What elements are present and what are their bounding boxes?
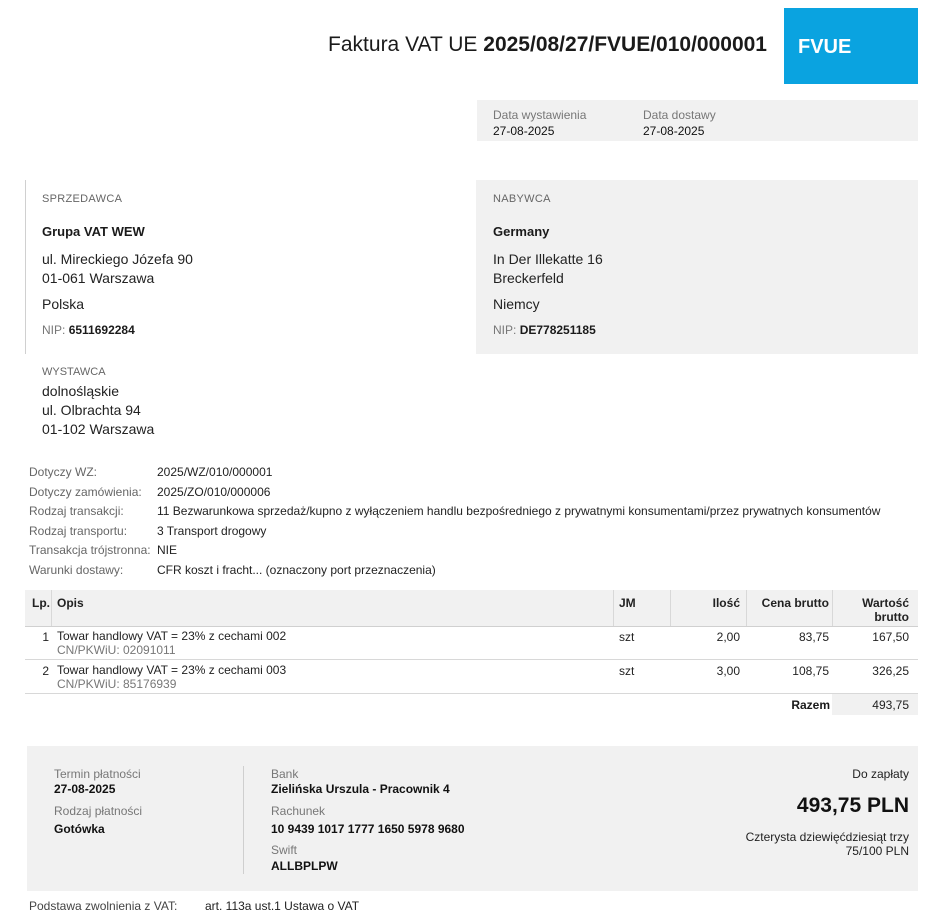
delivery-date-label: Data dostawy: [643, 108, 716, 122]
amount-in-words: [709, 830, 909, 858]
detail-value-triangular: NIE: [157, 543, 178, 557]
issuer-line-1: dolnośląskie: [42, 383, 120, 399]
issuer-line-2: ul. Olbrachta 94: [42, 402, 141, 418]
payment-method-label: Rodzaj płatności: [54, 804, 143, 818]
buyer-name: Germany: [493, 224, 550, 239]
buyer-street: In Der Illekatte 16: [493, 251, 603, 267]
invoice-title-prefix: Faktura VAT UE: [328, 33, 484, 56]
col-unit: JM: [619, 596, 636, 610]
detail-label-transaction: Rodzaj transakcji:: [29, 504, 124, 518]
row-divider: [25, 659, 918, 660]
detail-label-transport: Rodzaj transportu:: [29, 524, 128, 538]
bank-label: Bank: [271, 767, 299, 781]
amount-in-words-line1: Czterysta dziewięćdziesiąt trzy: [745, 830, 909, 844]
row-2-unit: szt: [619, 664, 635, 678]
seller-name: Grupa VAT WEW: [42, 224, 145, 239]
detail-label-triangular: Transakcja trójstronna:: [29, 543, 151, 557]
col-divider: [832, 590, 833, 626]
delivery-date-value: 27-08-2025: [643, 124, 705, 138]
row-1-lp: 1: [42, 630, 49, 644]
invoice-type-badge: FVUE: [784, 8, 918, 84]
col-divider: [746, 590, 747, 626]
col-qty: Ilość: [712, 596, 740, 610]
account-value: 10 9439 1017 1777 1650 5978 9680: [271, 822, 465, 836]
swift-label: Swift: [271, 843, 298, 857]
seller-street: ul. Mireckiego Józefa 90: [42, 251, 193, 267]
detail-label-delivery-terms: Warunki dostawy:: [29, 563, 124, 577]
col-value-line1: Wartość: [862, 596, 909, 610]
col-desc: Opis: [57, 596, 84, 610]
vat-exemption-label: Podstawa zwolnienia z VAT:: [29, 899, 178, 913]
col-divider: [51, 590, 52, 626]
table-total-box: [832, 694, 918, 715]
dates-panel: [477, 100, 918, 141]
seller-nip-value: 6511692284: [68, 323, 135, 337]
swift-value: ALLBPLPW: [271, 859, 338, 873]
buyer-nip-value: DE778251185: [519, 323, 596, 337]
amount-in-words-line2: 75/100 PLN: [845, 844, 909, 858]
row-1-code: CN/PKWiU: 02091011: [57, 643, 176, 657]
seller-country: Polska: [42, 296, 85, 312]
detail-value-transport: 3 Transport drogowy: [157, 524, 267, 538]
row-2-qty: 3,00: [716, 664, 740, 678]
issue-date-label: Data wystawienia: [493, 108, 587, 122]
row-1-price: 83,75: [798, 630, 829, 644]
issuer-line-3: 01-102 Warszawa: [42, 421, 155, 437]
vat-exemption-value: art. 113a ust.1 Ustawa o VAT: [205, 899, 360, 913]
row-2-desc: Towar handlowy VAT = 23% z cechami 003: [57, 663, 287, 677]
row-2-code: CN/PKWiU: 85176939: [57, 677, 177, 691]
row-1-desc: Towar handlowy VAT = 23% z cechami 002: [57, 629, 287, 643]
seller-nip-label: NIP:: [42, 323, 66, 337]
row-divider: [25, 693, 918, 694]
row-1-qty: 2,00: [716, 630, 740, 644]
detail-label-order: Dotyczy zamówienia:: [29, 485, 142, 499]
col-divider: [613, 590, 614, 626]
table-total-label: Razem: [791, 698, 830, 712]
account-label: Rachunek: [271, 804, 326, 818]
col-lp: Lp.: [32, 596, 50, 610]
payment-panel: [27, 746, 918, 891]
row-1-value: 167,50: [872, 630, 909, 644]
buyer-panel: [476, 180, 918, 354]
row-1-unit: szt: [619, 630, 635, 644]
to-pay-label: Do zapłaty: [852, 767, 909, 781]
buyer-city: Breckerfeld: [493, 270, 564, 286]
bank-value: Zielińska Urszula - Pracownik 4: [271, 782, 450, 796]
detail-value-delivery-terms: CFR koszt i fracht... (oznaczony port przeznaczenia): [157, 563, 436, 577]
buyer-nip: [493, 323, 596, 337]
payment-method-value: Gotówka: [54, 822, 105, 836]
items-table-header: [25, 590, 918, 627]
col-divider: [670, 590, 671, 626]
row-2-price: 108,75: [792, 664, 829, 678]
buyer-nip-label: NIP:: [493, 323, 517, 337]
buyer-country: Niemcy: [493, 296, 540, 312]
seller-title: SPRZEDAWCA: [42, 193, 123, 205]
due-date-label: Termin płatności: [54, 767, 141, 781]
detail-value-wz: 2025/WZ/010/000001: [157, 465, 273, 479]
seller-city: 01-061 Warszawa: [42, 270, 155, 286]
invoice-number: 2025/08/27/FVUE/010/000001: [483, 33, 767, 56]
detail-value-order: 2025/ZO/010/000006: [157, 485, 271, 499]
buyer-title: NABYWCA: [493, 193, 551, 205]
table-total-value: 493,75: [872, 698, 909, 712]
payment-divider: [243, 766, 244, 874]
due-date-value: 27-08-2025: [54, 782, 116, 796]
issuer-title: WYSTAWCA: [42, 366, 106, 378]
issue-date-value: 27-08-2025: [493, 124, 555, 138]
row-2-value: 326,25: [872, 664, 909, 678]
row-2-lp: 2: [42, 664, 49, 678]
col-price: Cena brutto: [761, 596, 829, 610]
detail-value-transaction: 11 Bezwarunkowa sprzedaż/kupno z wyłączeniem handlu bezpośredniego z prywatnymi konsumentami/przez prywatnych konsumentów: [157, 504, 881, 518]
seller-nip: [42, 323, 135, 337]
col-value-line2: brutto: [874, 610, 909, 624]
detail-label-wz: Dotyczy WZ:: [29, 465, 97, 479]
invoice-title: [328, 33, 767, 57]
to-pay-amount: 493,75 PLN: [796, 794, 909, 817]
seller-panel: [25, 180, 465, 354]
